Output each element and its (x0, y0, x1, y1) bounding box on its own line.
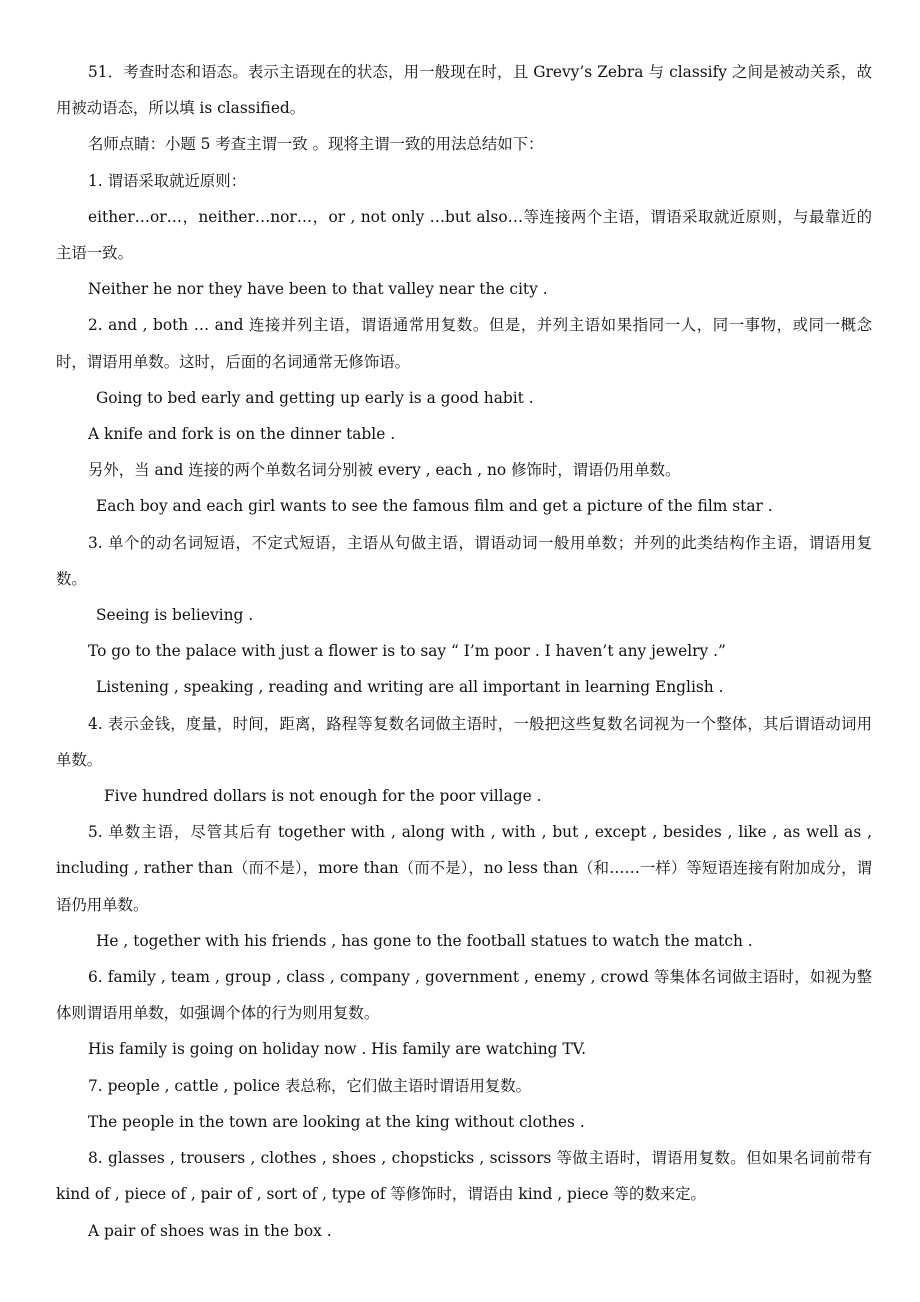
teacher-tip: 名师点睛：小题 5 考查主谓一致 。现将主谓一致的用法总结如下： (88, 135, 544, 154)
rule-5-heading: 5. 单数主语，尽管其后有 together with , along with , with , but , except , besides , like , as well as , including , rather than（而不是），more than（而不是），no less than（和……一样）等短语连接有附加成分，谓语仍用单数。 (56, 823, 872, 914)
rule-2-example-1: Going to bed early and getting up early is a good habit . (96, 388, 534, 407)
rule-3-example-1: Seeing is believing . (96, 606, 254, 625)
rule-2-note: 另外，当 and 连接的两个单数名词分别被 every , each , no 修饰时，谓语仍用单数。 (88, 461, 681, 480)
rule-3-example-2: To go to the palace with just a flower is to say “ I’m poor . I haven’t any jewelry .” (88, 642, 726, 661)
rule-1-description: either…or…，neither…nor…，or , not only …but also…等连接两个主语，谓语采取就近原则，与最靠近的主语一致。 (56, 207, 872, 263)
rule-6-example: His family is going on holiday now . His family are watching TV. (88, 1040, 586, 1059)
rule-1-example: Neither he nor they have been to that valley near the city . (88, 280, 548, 299)
rule-4-heading: 4. 表示金钱，度量，时间，距离，路程等复数名词做主语时，一般把这些复数名词视为一个整体，其后谓语动词用单数。 (56, 714, 872, 769)
rule-5-example: He , together with his friends , has gone to the football statues to watch the match . (96, 931, 753, 950)
rule-3-example-3: Listening , speaking , reading and writing are all important in learning English . (96, 678, 724, 697)
rule-2-example-3: Each boy and each girl wants to see the famous film and get a picture of the film star . (96, 497, 773, 516)
rule-6-heading: 6. family , team , group , class , company , government , enemy , crowd 等集体名词做主语时，如视为整体则谓语用单数，如强调个体的行为则用复数。 (56, 968, 872, 1023)
rule-1-heading: 1. 谓语采取就近原则： (88, 171, 247, 190)
rule-7-example: The people in the town are looking at the king without clothes . (88, 1112, 585, 1131)
rule-2-example-2: A knife and fork is on the dinner table . (88, 425, 396, 444)
answer-explanation-51: 51．考查时态和语态。表示主语现在的状态，用一般现在时，且 Grevy’s Zebra 与 classify 之间是被动关系，故用被动语态，所以填 is classified。 (56, 63, 872, 118)
rule-2-heading: 2. and , both … and 连接并列主语，谓语通常用复数。但是，并列主语如果指同一人，同一事物，或同一概念时，谓语用单数。这时，后面的名词通常无修饰语。 (56, 316, 872, 371)
rule-3-heading: 3. 单个的动名词短语，不定式短语，主语从句做主语，谓语动词一般用单数；并列的此类结构作主语，谓语用复数。 (56, 533, 872, 588)
document-page (0, 54, 920, 1249)
rule-8-heading: 8. glasses , trousers , clothes , shoes , chopsticks , scissors 等做主语时，谓语用复数。但如果名词前带有 kind of , piece of , pair of , sort of , type of 等修饰时，谓语由 kind , piece 等的数来定。 (56, 1149, 872, 1204)
rule-8-example: A pair of shoes was in the box . (88, 1221, 332, 1240)
rule-4-example: Five hundred dollars is not enough for the poor village . (104, 787, 542, 806)
rule-7-heading: 7. people , cattle , police 表总称，它们做主语时谓语用复数。 (88, 1076, 532, 1095)
